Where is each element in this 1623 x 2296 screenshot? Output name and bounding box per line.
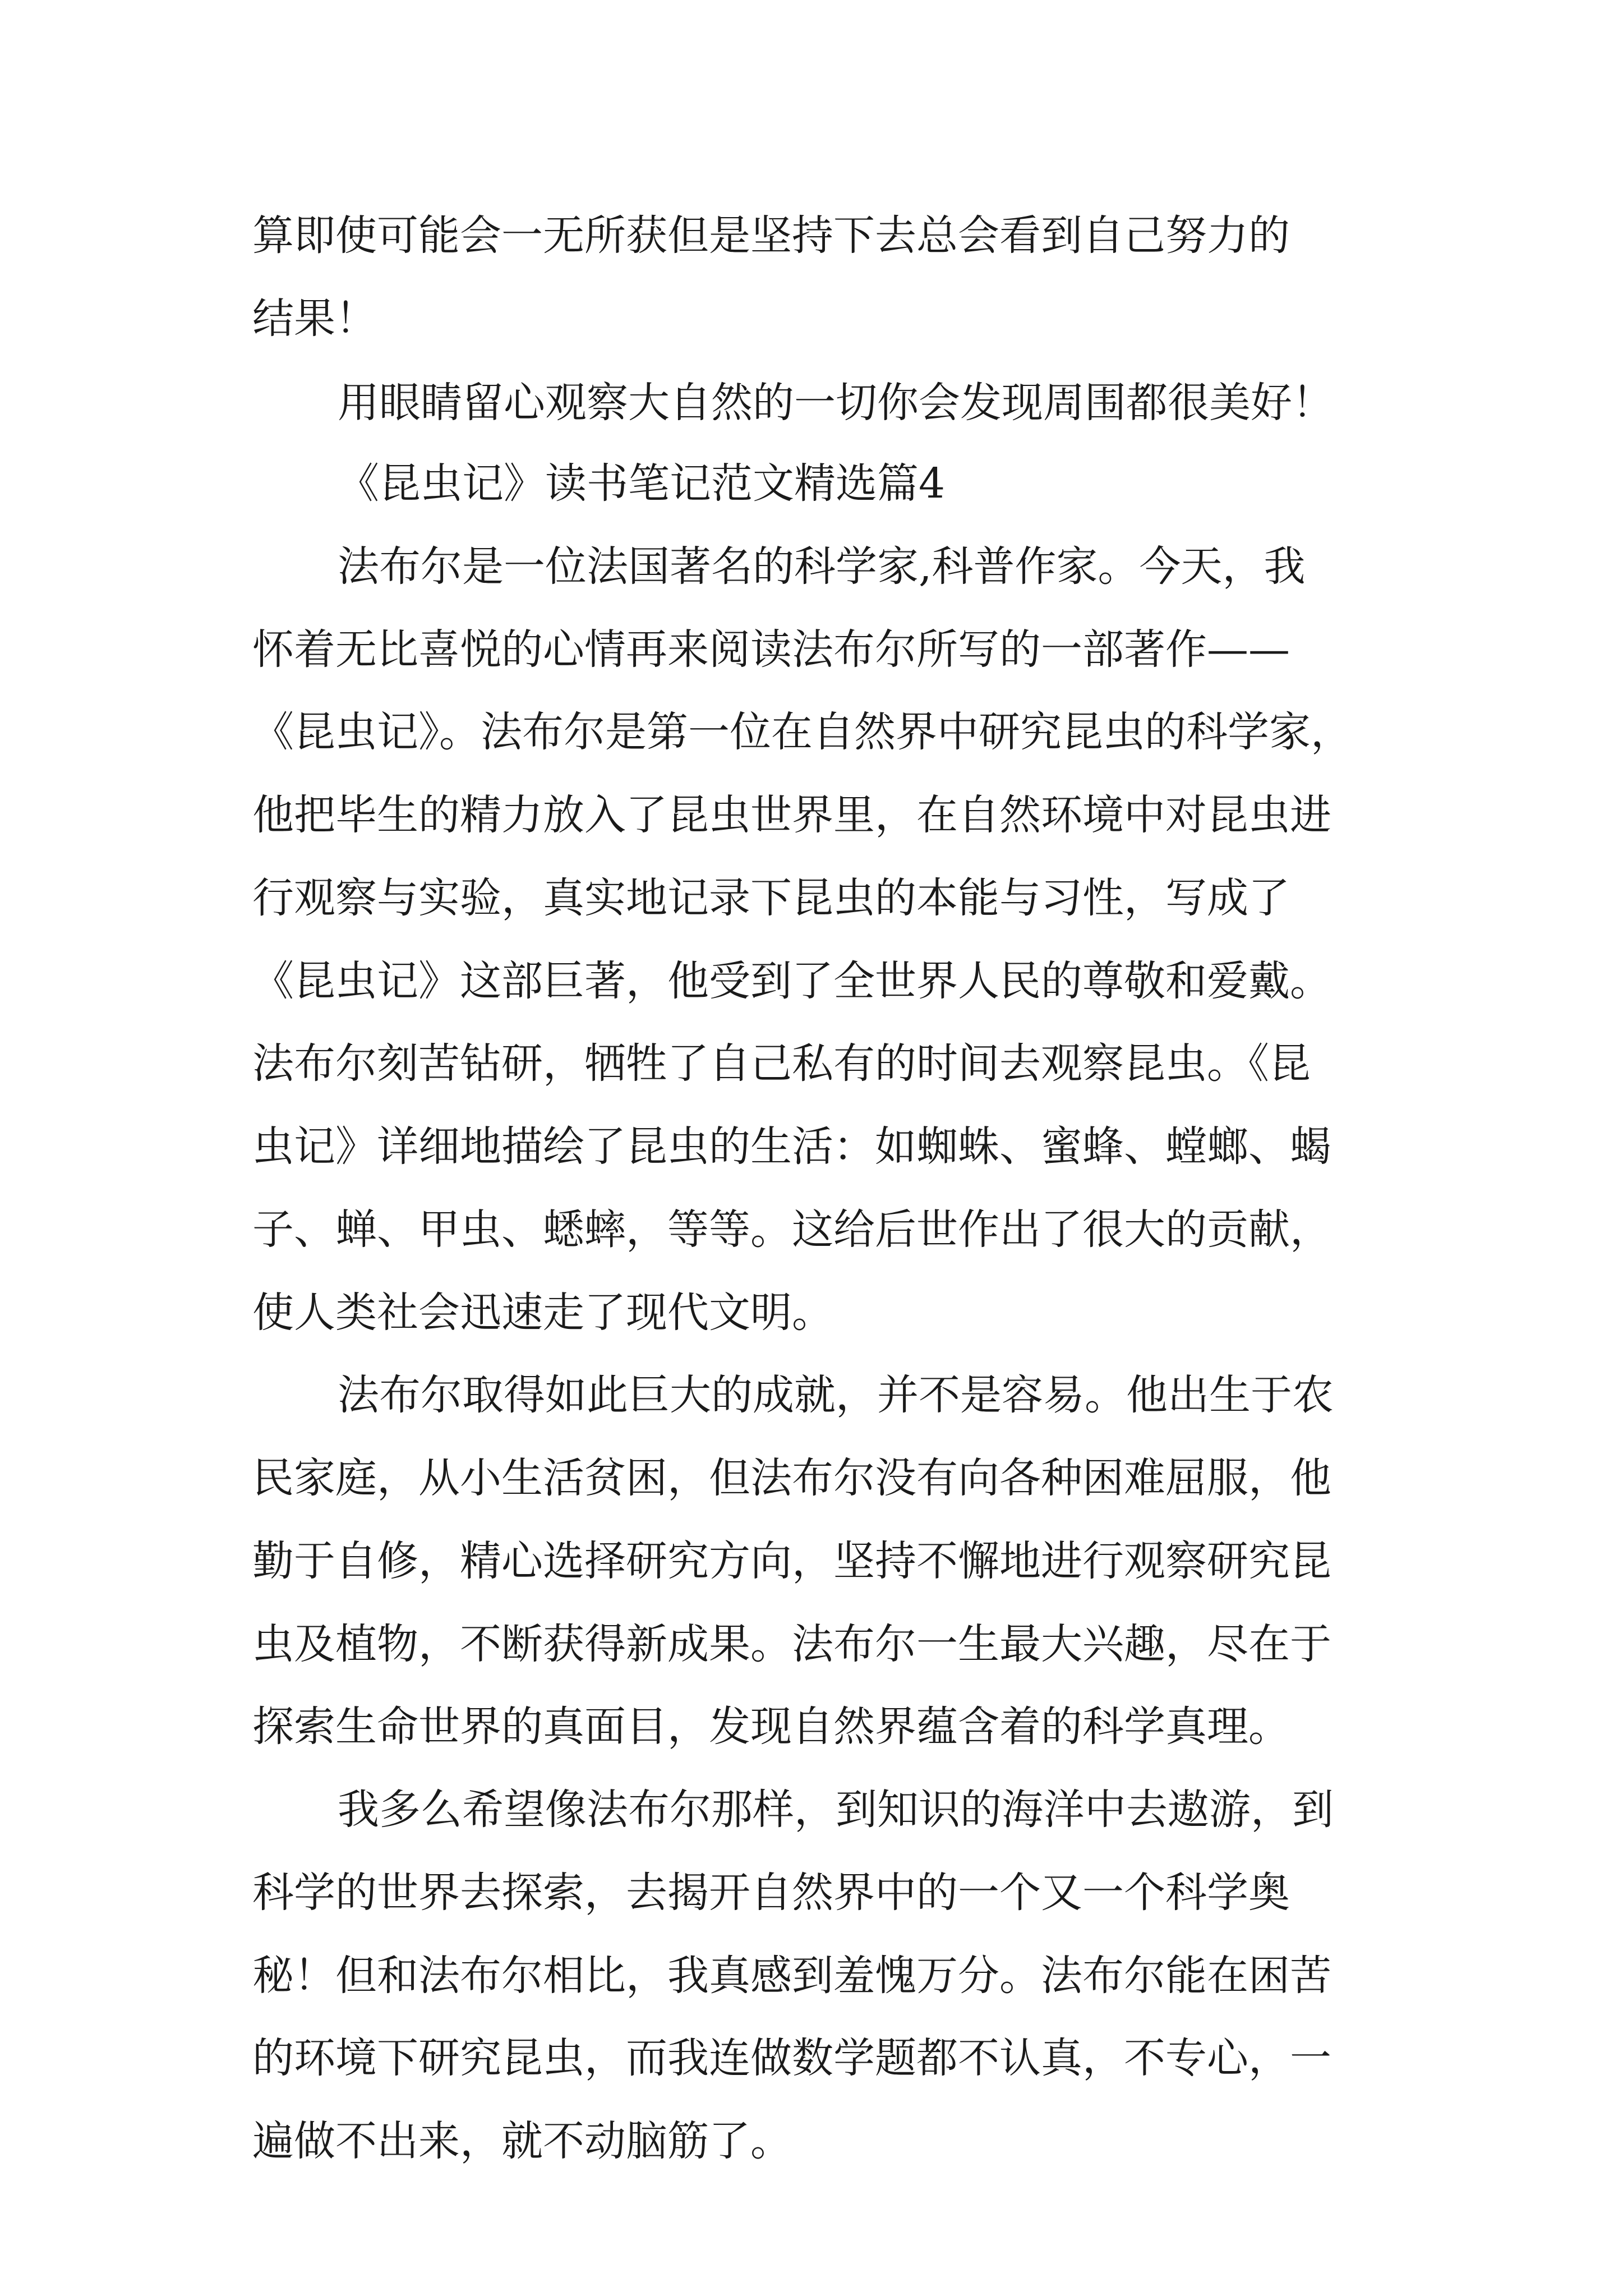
text-line: 《昆虫记》这部巨著，他受到了全世界人民的尊敬和爱戴。	[252, 957, 1331, 1005]
text-line: 子、蝉、甲虫、蟋蟀，等等。这给后世作出了很大的贡献，	[252, 1205, 1331, 1254]
text-line: 虫记》详细地描绘了昆虫的生活：如蜘蛛、蜜蜂、螳螂、蝎	[252, 1122, 1331, 1171]
text-line: 科学的世界去探索，去揭开自然界中的一个又一个科学奥	[252, 1869, 1290, 1917]
text-line: 怀着无比喜悦的心情再来阅读法布尔所写的一部著作——	[252, 625, 1290, 674]
text-line: 结果！	[252, 295, 377, 343]
text-line: 我多么希望像法布尔那样，到知识的海洋中去遨游，到	[338, 1786, 1334, 1834]
text-line: 民家庭，从小生活贫困，但法布尔没有向各种困难屈服，他	[252, 1454, 1331, 1502]
text-line: 勤于自修，精心选择研究方向，坚持不懈地进行观察研究昆	[252, 1537, 1331, 1585]
text-line: 算即使可能会一无所获但是坚持下去总会看到自己努力的	[252, 211, 1290, 260]
text-line: 虫及植物，不断获得新成果。法布尔一生最大兴趣，尽在于	[252, 1620, 1331, 1668]
text-line: 法布尔取得如此巨大的成就，并不是容易。他出生于农	[338, 1371, 1334, 1419]
text-line: 他把毕生的精力放入了昆虫世界里，在自然环境中对昆虫进	[252, 791, 1331, 839]
text-line: 用眼睛留心观察大自然的一切你会发现周围都很美好！	[338, 379, 1334, 427]
text-line: 法布尔刻苦钻研，牺牲了自己私有的时间去观察昆虫。《昆	[252, 1039, 1311, 1088]
text-line: 探索生命世界的真面目，发现自然界蕴含着的科学真理。	[252, 1703, 1290, 1751]
text-line: 秘！但和法布尔相比，我真感到羞愧万分。法布尔能在困苦	[252, 1952, 1331, 2000]
section-heading: 《昆虫记》读书笔记范文精选篇4	[338, 459, 946, 508]
text-line: 《昆虫记》。法布尔是第一位在自然界中研究昆虫的科学家，	[252, 708, 1352, 756]
text-line: 遍做不出来，就不动脑筋了。	[252, 2117, 792, 2165]
text-line: 使人类社会迅速走了现代文明。	[252, 1289, 833, 1337]
text-line: 法布尔是一位法国著名的科学家,科普作家。今天，我	[338, 542, 1306, 591]
text-line: 行观察与实验，真实地记录下昆虫的本能与习性，写成了	[252, 874, 1290, 922]
text-line: 的环境下研究昆虫，而我连做数学题都不认真，不专心，一	[252, 2034, 1331, 2082]
